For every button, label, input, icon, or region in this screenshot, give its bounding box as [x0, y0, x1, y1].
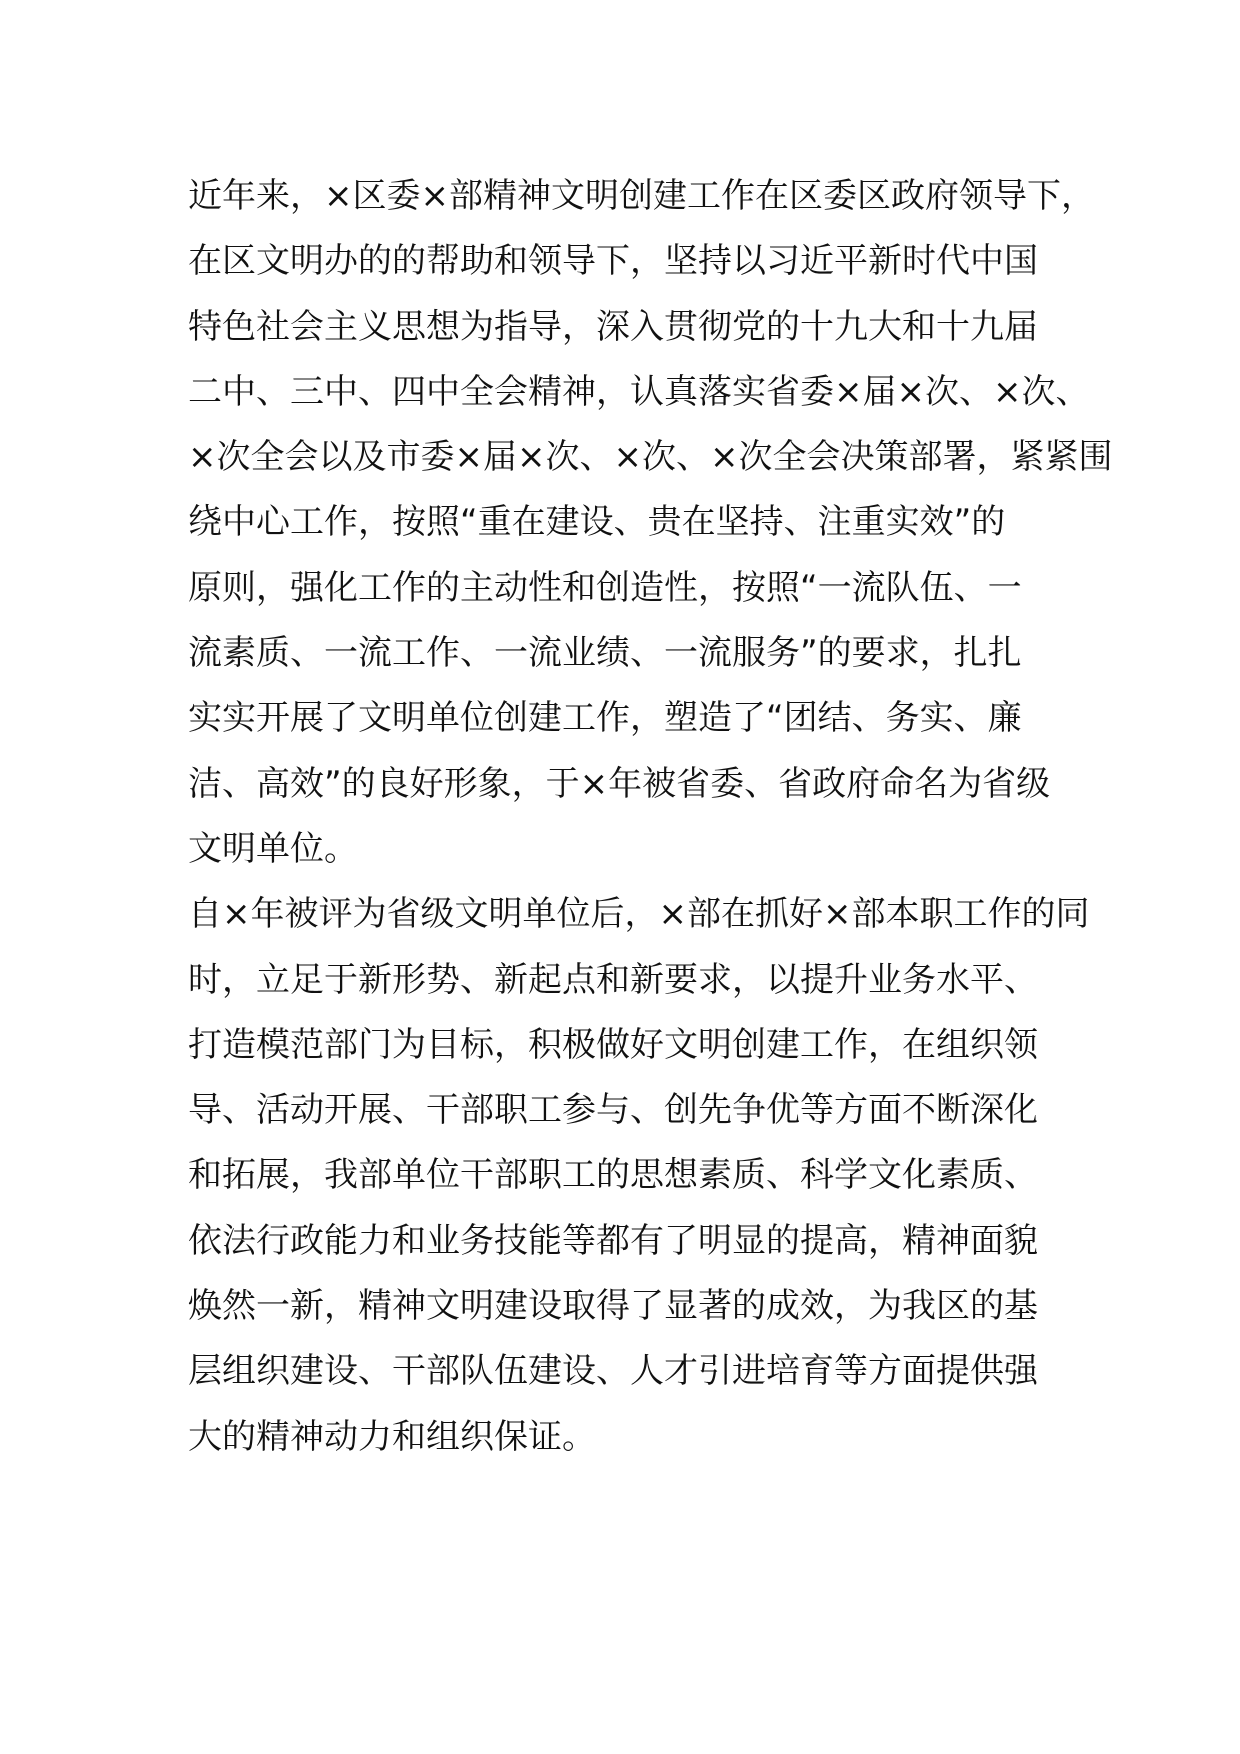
- text-line: 打造模范部门为目标，积极做好文明创建工作，在组织领: [188, 1024, 1038, 1065]
- text-line: 流素质、一流工作、一流业绩、一流服务”的要求，扎扎: [188, 633, 1022, 674]
- paragraph-1: [188, 164, 1113, 882]
- text-line: 和拓展，我部单位干部职工的思想素质、科学文化素质、: [188, 1155, 1038, 1196]
- body-text: [188, 164, 1113, 1470]
- text-line: 大的精神动力和组织保证。: [188, 1416, 596, 1457]
- text-line: 近年来，×区委×部精神文明创建工作在区委区政府领导下，: [188, 176, 1095, 216]
- text-line: 绕中心工作，按照“重在建设、贵在坚持、注重实效”的: [188, 502, 1006, 543]
- text-line: 二中、三中、四中全会精神，认真落实省委×届×次、×次、: [188, 371, 1090, 412]
- text-line: 层组织建设、干部队伍建设、人才引进培育等方面提供强: [188, 1351, 1038, 1392]
- text-line: 文明单位。: [188, 828, 358, 869]
- text-line: 依法行政能力和业务技能等都有了明显的提高，精神面貌: [188, 1220, 1038, 1261]
- text-line: 原则，强化工作的主动性和创造性，按照“一流队伍、一: [188, 567, 1022, 608]
- text-line: ×次全会以及市委×届×次、×次、×次全会决策部署，紧紧围: [188, 437, 1113, 478]
- text-line: 洁、高效”的良好形象，于×年被省委、省政府命名为省级: [188, 763, 1051, 804]
- text-line: 时，立足于新形势、新起点和新要求，以提升业务水平、: [188, 959, 1038, 1000]
- text-line: 特色社会主义思想为指导，深入贯彻党的十九大和十九届: [188, 306, 1038, 347]
- paragraph-2: [188, 882, 1088, 1470]
- text-line: 自×年被评为省级文明单位后，×部在抓好×部本职工作的同: [188, 894, 1090, 935]
- text-line: 在区文明办的的帮助和领导下，坚持以习近平新时代中国: [188, 241, 1038, 282]
- text-line: 导、活动开展、干部职工参与、创先争优等方面不断深化: [188, 1090, 1038, 1131]
- text-line: 焕然一新，精神文明建设取得了显著的成效，为我区的基: [188, 1286, 1038, 1327]
- text-line: 实实开展了文明单位创建工作，塑造了“团结、务实、廉: [188, 698, 1022, 739]
